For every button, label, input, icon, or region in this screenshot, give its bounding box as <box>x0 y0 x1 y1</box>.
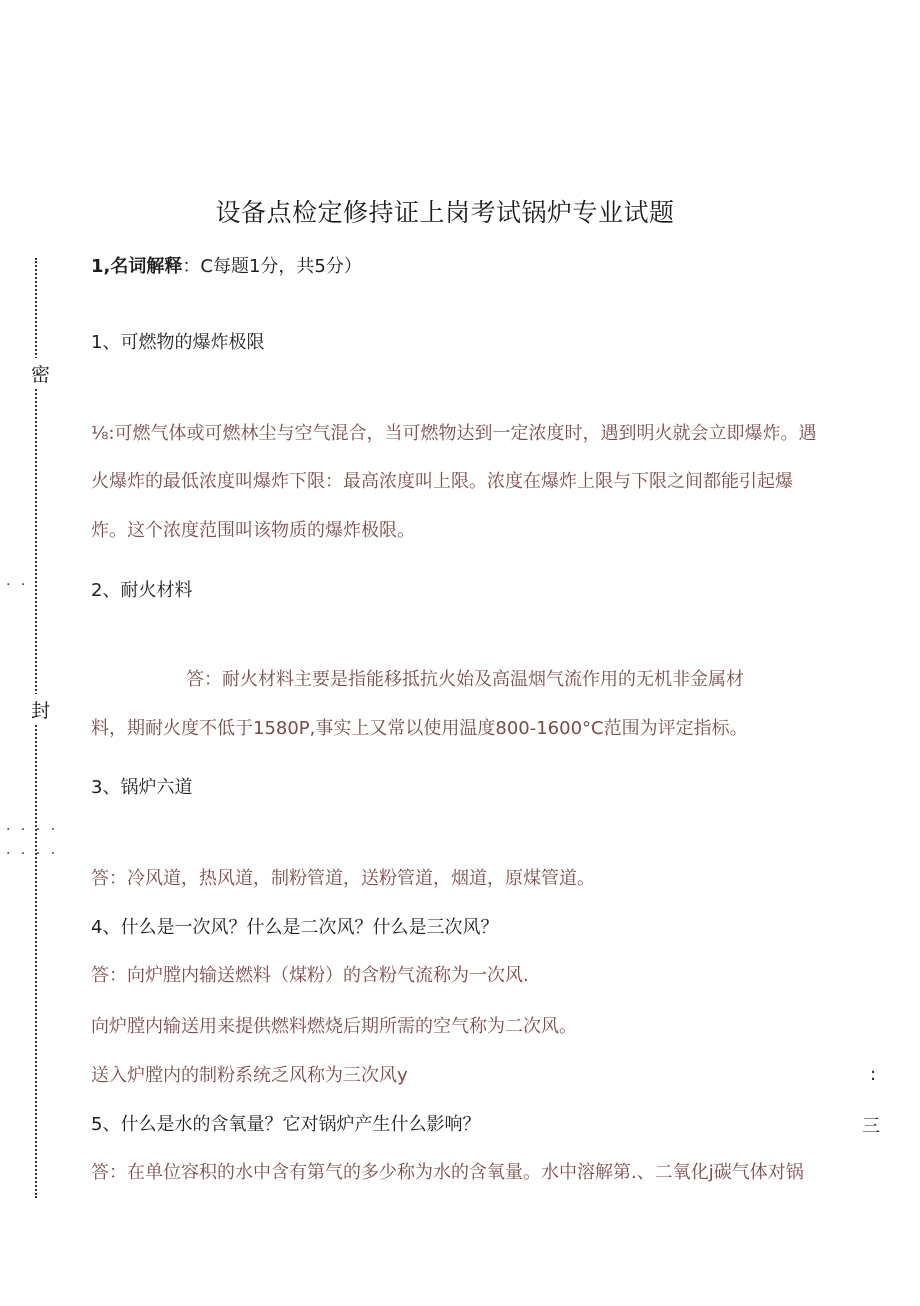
section-number: 1, <box>91 256 111 277</box>
margin-ticks: · · · · <box>6 846 59 862</box>
section-note: ：C每题1分，共5分） <box>182 256 362 277</box>
margin-ticks: · · · · <box>6 822 59 838</box>
right-margin-colon: : <box>870 1064 877 1085</box>
margin-ticks: · · <box>6 577 29 593</box>
margin-char-feng: 封 <box>31 694 50 725</box>
question-3: 3、锅炉六道 <box>91 777 193 798</box>
page-title: 设备点检定修持证上岗考试锅炉专业试题 <box>215 198 675 227</box>
question-5: 5、什么是水的含氧量？它对锅炉产生什么影响？ <box>91 1114 481 1135</box>
question-2: 2、耐火材料 <box>91 580 193 601</box>
question-4: 4、什么是一次风？什么是二次风？什么是三次风？ <box>91 917 499 938</box>
right-margin-char-san: 三 <box>862 1116 880 1137</box>
answer-2-line-2: 料，期耐火度不低于1580P,事实上又常以使用温度800-1600°C范围为评定指标。 <box>91 718 748 739</box>
margin-char-mi: 密 <box>31 358 50 389</box>
binding-dotted-line <box>35 258 37 1198</box>
answer-1-line-3: 炸。这个浓度范围叫该物质的爆炸极限。 <box>91 520 415 541</box>
question-1: 1、可燃物的爆炸极限 <box>91 332 265 353</box>
answer-1-line-2: 火爆炸的最低浓度叫爆炸下限：最高浓度叫上限。浓度在爆炸上限与下限之间都能引起爆 <box>91 471 793 492</box>
answer-4-line-3: 送入炉膛内的制粉系统乏风称为三次风y <box>91 1065 408 1086</box>
answer-4-line-2: 向炉膛内输送用来提供燃料燃烧后期所需的空气称为二次风。 <box>91 1016 577 1037</box>
answer-1-line-1: ⅛:可燃气体或可燃林尘与空气混合，当可燃物达到一定浓度时，遇到明火就会立即爆炸。遇 <box>91 423 817 444</box>
answer-2-line-1: 答：耐火材料主要是指能移抵抗火始及高温烟气流作用的无机非金属材 <box>186 669 744 690</box>
section-name: 名词解释 <box>110 256 183 277</box>
answer-4-line-1: 答：向炉膛内输送燃料（煤粉）的含粉气流称为一次风. <box>91 965 529 986</box>
answer-5-line-1: 答：在单位容积的水中含有第气的多少称为水的含氧量。水中溶解第.、二氧化j碳气体对锅 <box>91 1162 804 1183</box>
answer-3-line-1: 答：冷风道，热风道，制粉管道，送粉管道，烟道，原煤管道。 <box>91 868 595 889</box>
section-heading <box>91 254 362 280</box>
